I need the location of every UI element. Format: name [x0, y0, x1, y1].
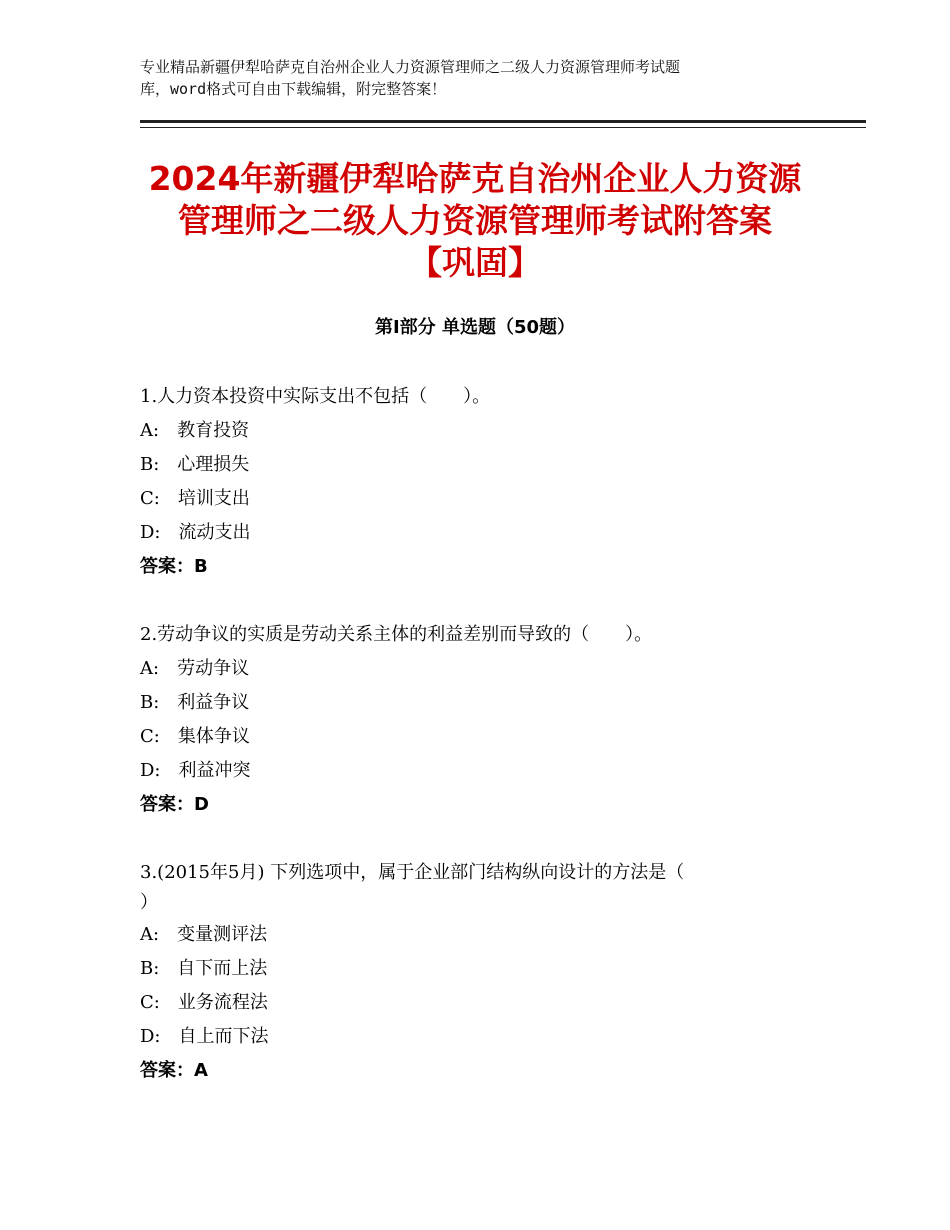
question-stem-line-1: 3.(2015年5月) 下列选项中，属于企业部门结构纵向设计的方法是（ [140, 862, 685, 883]
question-stem: 1.人力资本投资中实际支出不包括（ ）。 [140, 386, 491, 407]
header-note-line-2: 库，word格式可自由下载编辑，附完整答案！ [140, 80, 447, 98]
question-1 [140, 380, 840, 584]
header-note [140, 56, 830, 100]
document-title [100, 158, 850, 284]
option-d: D: 利益冲突 [140, 760, 251, 781]
title-line-1: 2024年新疆伊犁哈萨克自治州企业人力资源 [148, 159, 802, 198]
option-c: C: 业务流程法 [140, 992, 268, 1013]
option-d: D: 自上而下法 [140, 1026, 269, 1047]
option-a: A: 劳动争议 [140, 658, 250, 679]
header-divider-thin [140, 127, 866, 128]
question-stem: 2.劳动争议的实质是劳动关系主体的利益差别而导致的（ ）。 [140, 624, 653, 645]
option-b: B: 自下而上法 [140, 958, 268, 979]
option-b: B: 利益争议 [140, 692, 250, 713]
option-c: C: 培训支出 [140, 488, 250, 509]
header-divider-thick [140, 120, 866, 123]
option-a: A: 教育投资 [140, 420, 250, 441]
header-note-line-1: 专业精品新疆伊犁哈萨克自治州企业人力资源管理师之二级人力资源管理师考试题 [140, 58, 681, 76]
title-line-2: 管理师之二级人力资源管理师考试附答案 [178, 201, 772, 240]
question-2 [140, 618, 840, 822]
option-b: B: 心理损失 [140, 454, 250, 475]
section-heading: 第Ⅰ部分 单选题（50题） [374, 317, 575, 338]
answer-text: 答案：B [140, 556, 208, 577]
answer-text: 答案：A [140, 1060, 208, 1081]
title-line-3: 【巩固】 [409, 243, 541, 282]
question-stem-line-2: ） [140, 892, 158, 913]
option-d: D: 流动支出 [140, 522, 251, 543]
option-c: C: 集体争议 [140, 726, 250, 747]
question-3 [140, 858, 840, 1088]
answer-text: 答案：D [140, 794, 209, 815]
option-a: A: 变量测评法 [140, 924, 268, 945]
